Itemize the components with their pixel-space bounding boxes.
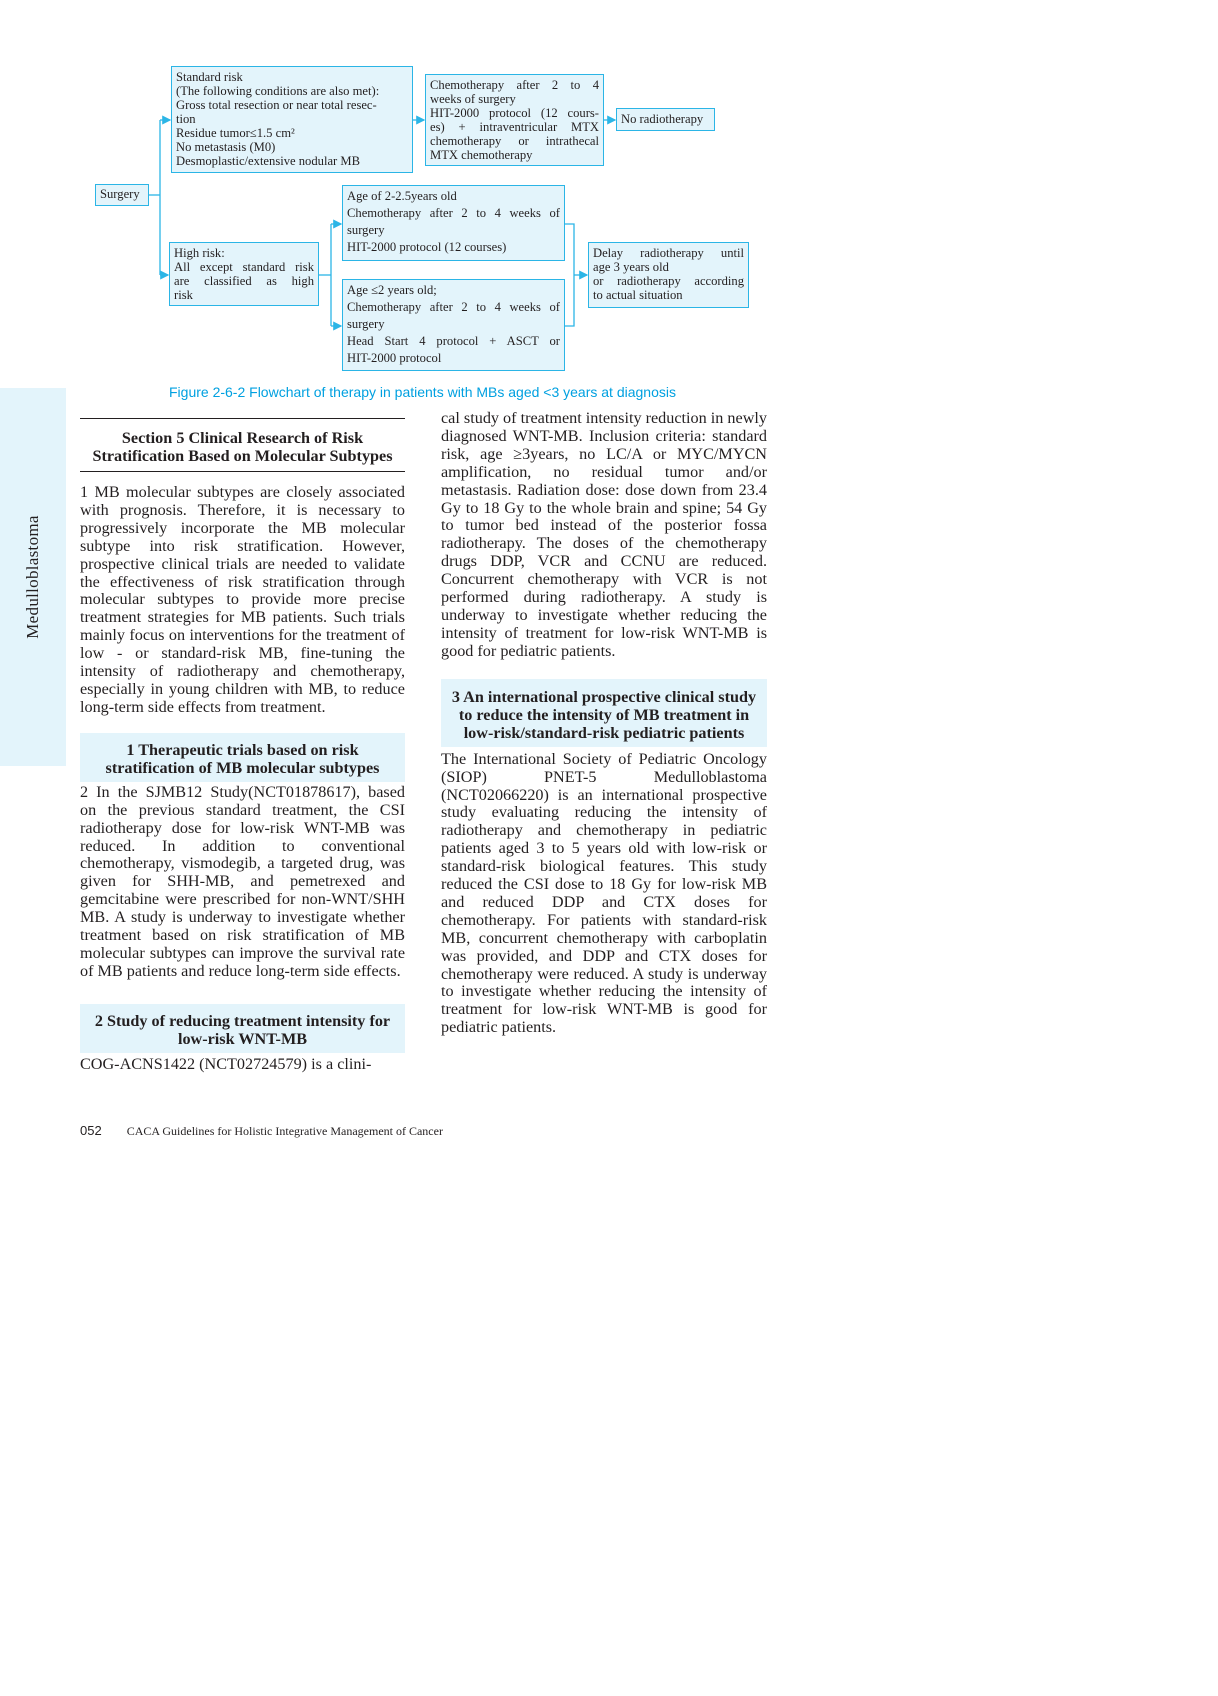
- high-risk-line: High risk:: [174, 246, 225, 260]
- no-radiotherapy-label: No radiotherapy: [621, 112, 704, 126]
- standard-risk-line: (The following conditions are also met):: [176, 84, 380, 98]
- subsection-3-heading: 3 An international prospective clinical study to reduce the intensity of MB treatment in low-risk/standard-risk pediatric patients: [441, 679, 767, 747]
- age-lt2-line: Head Start 4 protocol + ASCT or: [347, 334, 560, 348]
- standard-risk-line: Residue tumor≤1.5 cm²: [176, 126, 295, 140]
- chemo-standard-line: es) + intraventricular MTX: [430, 120, 599, 134]
- delay-radiotherapy-line: age 3 years old: [593, 260, 669, 274]
- no-radiotherapy-box: [616, 108, 715, 131]
- figure-caption: Figure 2-6-2 Flowchart of therapy in patients with MBs aged <3 years at diagnosis: [169, 384, 676, 400]
- subsection-2-paragraph-start: COG-ACNS1422 (NCT02724579) is a clini-: [80, 1054, 372, 1073]
- age-lt2-box: [342, 279, 565, 371]
- standard-risk-line: No metastasis (M0): [176, 140, 276, 154]
- high-risk-line: risk: [174, 288, 193, 302]
- age-lt2-line: surgery: [347, 317, 385, 331]
- right-column: [441, 410, 767, 1037]
- delay-radiotherapy-line: Delay radiotherapy until: [593, 246, 744, 260]
- chemo-standard-line: MTX chemotherapy: [430, 148, 533, 162]
- age-2-25-line: surgery: [347, 223, 385, 237]
- side-tab: [0, 388, 66, 766]
- page-number: 052: [80, 1123, 102, 1138]
- chemo-standard-box: [425, 74, 604, 166]
- high-risk-box: [169, 242, 319, 306]
- page-footer: [80, 1123, 443, 1139]
- standard-risk-line: Standard risk: [176, 70, 243, 84]
- standard-risk-line: Gross total resection or near total resec-: [176, 98, 377, 112]
- chemo-standard-line: HIT-2000 protocol (12 cours-: [430, 106, 599, 120]
- subsection-3-paragraph: The International Society of Pediatric Oncology (SIOP) PNET-5 Medulloblastoma (NCT02066220) is an international prospective study evaluating reducing the intensity of radiotherapy and chemotherapy in pediatric patients aged 3 to 5 years old with low-risk or standard-risk biological features. This study reduced the CSI dose to 18 Gy for low-risk MB and reduced DDP and CTX doses for chemotherapy. For patients with standard-risk MB, concurrent chemotherapy with carboplatin was provided, and DDP and CTX doses for chemotherapy were reduced. A study is underway to investigate whether reducing the intensity of treatment for low-risk WNT-MB is good for pediatric patients.: [441, 749, 767, 1037]
- age-2-25-box: [342, 185, 565, 261]
- footer-title: CACA Guidelines for Holistic Integrative Management of Cancer: [126, 1124, 443, 1138]
- therapy-flowchart: [0, 0, 800, 380]
- standard-risk-line: tion: [176, 112, 196, 126]
- standard-risk-line: Desmoplastic/extensive nodular MB: [176, 154, 360, 168]
- surgery-label: Surgery: [100, 187, 140, 201]
- section-heading: Section 5 Clinical Research of Risk Stratification Based on Molecular Subtypes: [80, 418, 405, 472]
- delay-radiotherapy-box: [588, 242, 749, 308]
- subsection-1-paragraph: 2 In the SJMB12 Study(NCT01878617), based on the previous standard treatment, the CSI radiotherapy dose for low-risk WNT-MB was reduced. In addition to conventional chemotherapy, vismodegib, a targeted drug, was given for SHH-MB, and pemetrexed and gemcitabine were prescribed for non-WNT/SHH MB. A study is underway to investigate whether treatment based on risk stratification of MB molecular subtypes can improve the survival rate of MB patients and reduce long-term side effects.: [80, 782, 405, 980]
- chemo-standard-line: Chemotherapy after 2 to 4: [430, 78, 599, 92]
- age-lt2-line: Age ≤2 years old;: [347, 283, 437, 297]
- subsection-2-heading: 2 Study of reducing treatment intensity for low-risk WNT-MB: [80, 1004, 405, 1053]
- subsection-2-paragraph-cont: cal study of treatment intensity reduction in newly diagnosed WNT-MB. Inclusion criteria: standard risk, age ≥3years, no LC/A or MYC/MYCN amplification, no residual tumor and/or metastasis. Radiation dose: dose down from 23.4 Gy to 18 Gy to the whole brain and spine; 54 Gy to tumor bed instead of the posterior fossa radiotherapy. The doses of the chemotherapy drugs DDP, VCR and CCNU are reduced. Concurrent chemotherapy with VCR is not performed during radiotherapy. A study is underway to investigate whether reducing the intensity of treatment for low-risk WNT-MB is good for pediatric patients.: [441, 409, 767, 660]
- surgery-box: [95, 184, 149, 206]
- subsection-1-heading: 1 Therapeutic trials based on risk stratification of MB molecular subtypes: [80, 733, 405, 782]
- intro-paragraph: 1 MB molecular subtypes are closely associated with prognosis. Therefore, it is necessary to progressively incorporate the MB molecular subtype into risk stratification. However, prospective clinical trials are needed to validate the effectiveness of risk stratification through molecular subtypes to provide more precise treatment strategies for MB patients. Such trials mainly focus on interventions for the treatment of low - or standard-risk MB, fine-tuning the intensity of radiotherapy and chemotherapy, especially in young children with MB, to reduce long-term side effects from treatment.: [80, 483, 405, 716]
- left-column: [80, 418, 405, 1074]
- standard-risk-box: [171, 66, 413, 173]
- age-lt2-line: Chemotherapy after 2 to 4 weeks of: [347, 300, 560, 314]
- high-risk-line: are classified as high: [174, 274, 314, 288]
- age-2-25-line: HIT-2000 protocol (12 courses): [347, 240, 507, 254]
- delay-radiotherapy-line: or radiotherapy according: [593, 274, 744, 288]
- age-lt2-line: HIT-2000 protocol: [347, 351, 442, 365]
- age-2-25-line: Chemotherapy after 2 to 4 weeks of: [347, 206, 560, 220]
- delay-radiotherapy-line: to actual situation: [593, 288, 683, 302]
- chemo-standard-line: weeks of surgery: [430, 92, 516, 106]
- chemo-standard-line: chemotherapy or intrathecal: [430, 134, 599, 148]
- high-risk-line: All except standard risk: [174, 260, 314, 274]
- side-tab-label: Medulloblastoma: [23, 515, 42, 639]
- age-2-25-line: Age of 2-2.5years old: [347, 189, 457, 203]
